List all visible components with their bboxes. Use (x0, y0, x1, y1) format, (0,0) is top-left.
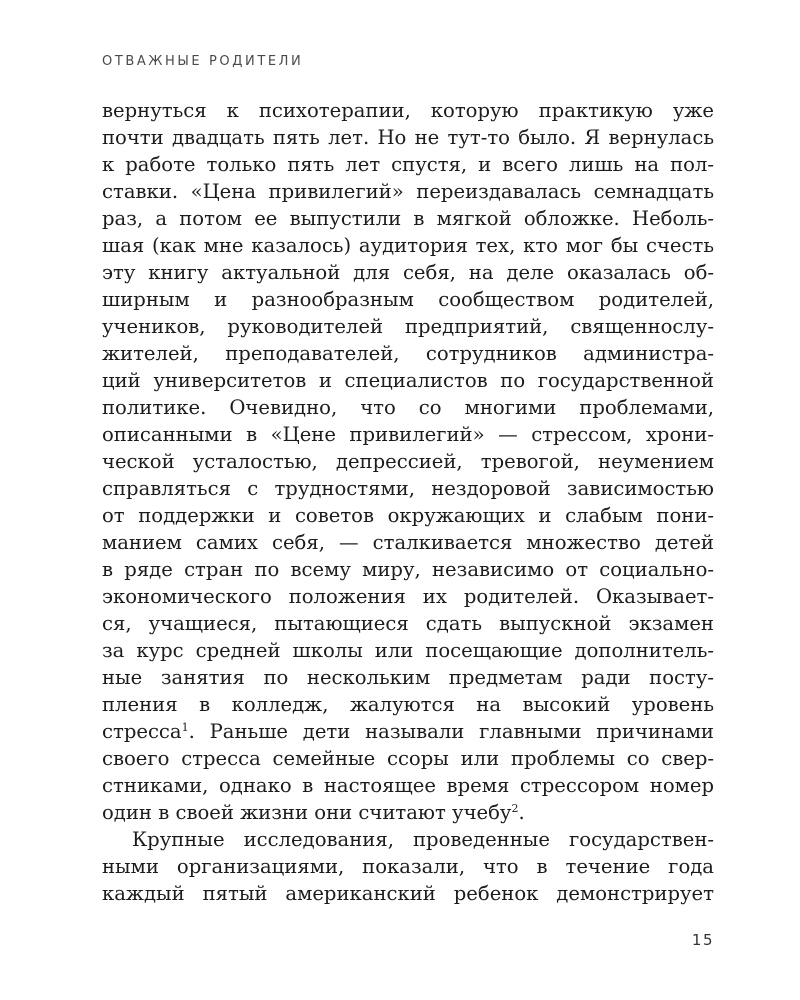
text-line: шая (как мне казалось) аудитория тех, кто мог бы счесть (102, 234, 714, 257)
text-line: вернуться к психотерапии, которую практикую уже (102, 99, 714, 122)
text-line: почти двадцать пять лет. Но не тут-то было. Я вернулась (102, 126, 714, 149)
page-number: 15 (691, 931, 714, 949)
line-text: . (518, 801, 525, 824)
paragraph (102, 826, 714, 907)
text-line: за курс средней школы или посещающие дополнитель- (102, 639, 714, 662)
text-line: ся, учащиеся, пытающиеся сдать выпускной экзамен (102, 612, 714, 635)
text-line: политике. Очевидно, что со многими проблемами, (102, 396, 714, 419)
line-text: . Раньше дети называли главными причинами (188, 720, 714, 743)
text-line: пления в колледж, жалуются на высокий уровень (102, 693, 714, 716)
text-line: к работе только пять лет спустя, и всего лишь на пол- (102, 153, 714, 176)
text-line: ций университетов и специалистов по государственной (102, 369, 714, 392)
running-header: ОТВАЖНЫЕ РОДИТЕЛИ (102, 54, 304, 69)
text-line: жителей, преподавателей, сотрудников администра- (102, 342, 714, 365)
paragraph-continued (102, 745, 714, 799)
text-line: экономического положения их родителей. Оказывает- (102, 585, 714, 608)
body-text (102, 97, 714, 907)
footnote-ref[interactable]: 1 (181, 721, 189, 734)
text-line: манием самих себя, — сталкивается множество детей (102, 531, 714, 554)
text-line: эту книгу актуальной для себя, на деле оказалась об- (102, 261, 714, 284)
text-line (102, 718, 714, 745)
text-line: ширным и разнообразным сообществом родителей, (102, 288, 714, 311)
text-line: ставки. «Цена привилегий» переиздавалась семнадцать (102, 180, 714, 203)
text-line: стниками, однако в настоящее время стрессором номер (102, 774, 714, 797)
text-line: ные занятия по нескольким предметам ради посту- (102, 666, 714, 689)
text-line (102, 799, 714, 826)
text-line: от поддержки и советов окружающих и слабым пони- (102, 504, 714, 527)
text-line: в ряде стран по всему миру, независимо от социально- (102, 558, 714, 581)
text-line: ческой усталостью, депрессией, тревогой, неумением (102, 450, 714, 473)
text-line: справляться с трудностями, нездоровой зависимостью (102, 477, 714, 500)
text-line: своего стресса семейные ссоры или проблемы со свер- (102, 747, 714, 770)
line-text: один в своей жизни они считают учебу (102, 801, 512, 824)
text-line: ными организациями, показали, что в течение года (102, 855, 714, 878)
footnote-ref[interactable]: 2 (511, 802, 519, 815)
text-line: учеников, руководителей предприятий, священнослу- (102, 315, 714, 338)
line-text: стресса (102, 720, 182, 743)
text-line: описанными в «Цене привилегий» — стрессом, хрони- (102, 423, 714, 446)
text-line: каждый пятый американский ребенок демонстрирует (102, 882, 714, 905)
text-line: раз, а потом ее выпустили в мягкой обложке. Неболь- (102, 207, 714, 230)
paragraph (102, 97, 714, 718)
text-line: Крупные исследования, проведенные государствен- (132, 828, 714, 851)
